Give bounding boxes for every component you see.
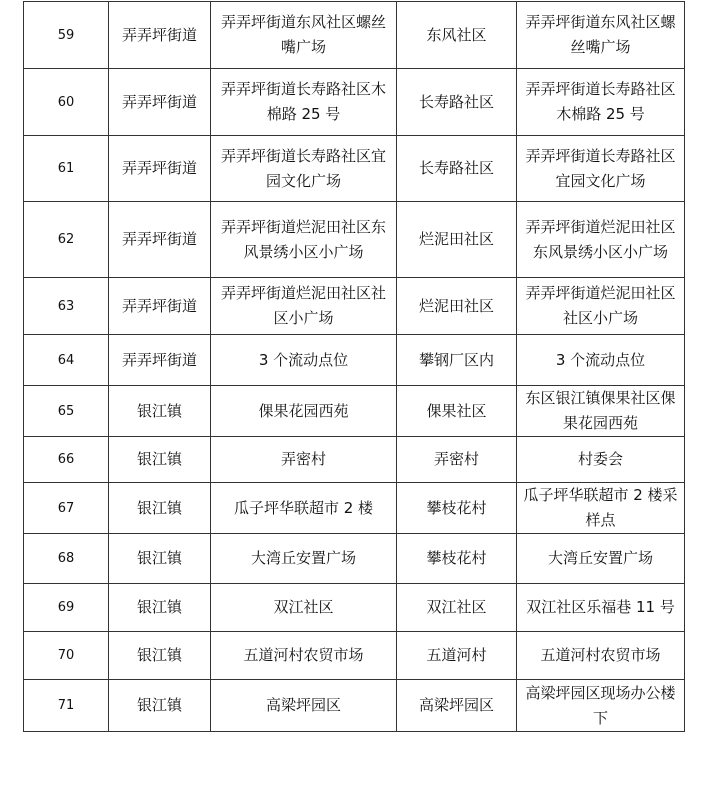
site-cell: 3 个流动点位 [517,335,685,386]
location-cell: 大湾丘安置广场 [211,534,397,584]
row-number-cell: 61 [24,136,109,202]
location-cell: 弄密村 [211,437,397,483]
street-cell: 弄弄坪街道 [109,202,211,278]
community-cell: 弄密村 [397,437,517,483]
table-row [24,483,685,534]
table-row [24,136,685,202]
street-cell: 银江镇 [109,584,211,632]
row-number-cell: 62 [24,202,109,278]
location-cell: 高梁坪园区 [211,680,397,732]
row-number-cell: 60 [24,69,109,136]
location-cell: 弄弄坪街道烂泥田社区社区小广场 [211,278,397,335]
table-row [24,437,685,483]
community-cell: 长寿路社区 [397,69,517,136]
street-cell: 银江镇 [109,632,211,680]
community-cell: 高梁坪园区 [397,680,517,732]
row-number-cell: 68 [24,534,109,584]
site-cell: 五道河村农贸市场 [517,632,685,680]
community-cell: 长寿路社区 [397,136,517,202]
site-cell: 弄弄坪街道长寿路社区木棉路 25 号 [517,69,685,136]
site-cell: 弄弄坪街道长寿路社区宜园文化广场 [517,136,685,202]
street-cell: 银江镇 [109,483,211,534]
table-row [24,632,685,680]
community-cell: 五道河村 [397,632,517,680]
location-cell: 倮果花园西苑 [211,386,397,437]
site-cell: 弄弄坪街道东风社区螺丝嘴广场 [517,2,685,69]
community-cell: 攀钢厂区内 [397,335,517,386]
table-row [24,69,685,136]
table-row [24,680,685,732]
site-cell: 瓜子坪华联超市 2 楼采样点 [517,483,685,534]
row-number-cell: 66 [24,437,109,483]
table-row [24,2,685,69]
street-cell: 银江镇 [109,680,211,732]
row-number-cell: 70 [24,632,109,680]
street-cell: 弄弄坪街道 [109,335,211,386]
street-cell: 银江镇 [109,386,211,437]
site-cell: 东区银江镇倮果社区倮果花园西苑 [517,386,685,437]
sampling-site-table [23,1,685,732]
site-cell: 村委会 [517,437,685,483]
table-body [24,2,685,732]
location-cell: 五道河村农贸市场 [211,632,397,680]
community-cell: 双江社区 [397,584,517,632]
location-cell: 瓜子坪华联超市 2 楼 [211,483,397,534]
street-cell: 银江镇 [109,437,211,483]
table-row [24,335,685,386]
street-cell: 弄弄坪街道 [109,136,211,202]
row-number-cell: 71 [24,680,109,732]
street-cell: 弄弄坪街道 [109,2,211,69]
site-cell: 高梁坪园区现场办公楼下 [517,680,685,732]
table-row [24,534,685,584]
site-cell: 双江社区乐福巷 11 号 [517,584,685,632]
row-number-cell: 67 [24,483,109,534]
location-cell: 弄弄坪街道东风社区螺丝嘴广场 [211,2,397,69]
location-cell: 双江社区 [211,584,397,632]
location-cell: 弄弄坪街道长寿路社区木棉路 25 号 [211,69,397,136]
community-cell: 东风社区 [397,2,517,69]
location-cell: 弄弄坪街道长寿路社区宜园文化广场 [211,136,397,202]
street-cell: 弄弄坪街道 [109,278,211,335]
site-cell: 弄弄坪街道烂泥田社区东风景绣小区小广场 [517,202,685,278]
community-cell: 倮果社区 [397,386,517,437]
site-cell: 大湾丘安置广场 [517,534,685,584]
street-cell: 银江镇 [109,534,211,584]
community-cell: 烂泥田社区 [397,202,517,278]
community-cell: 烂泥田社区 [397,278,517,335]
location-cell: 3 个流动点位 [211,335,397,386]
street-cell: 弄弄坪街道 [109,69,211,136]
table-row [24,584,685,632]
community-cell: 攀枝花村 [397,534,517,584]
row-number-cell: 69 [24,584,109,632]
location-cell: 弄弄坪街道烂泥田社区东风景绣小区小广场 [211,202,397,278]
row-number-cell: 59 [24,2,109,69]
row-number-cell: 63 [24,278,109,335]
table-row [24,202,685,278]
community-cell: 攀枝花村 [397,483,517,534]
site-cell: 弄弄坪街道烂泥田社区社区小广场 [517,278,685,335]
row-number-cell: 65 [24,386,109,437]
table-row [24,278,685,335]
table-row [24,386,685,437]
row-number-cell: 64 [24,335,109,386]
